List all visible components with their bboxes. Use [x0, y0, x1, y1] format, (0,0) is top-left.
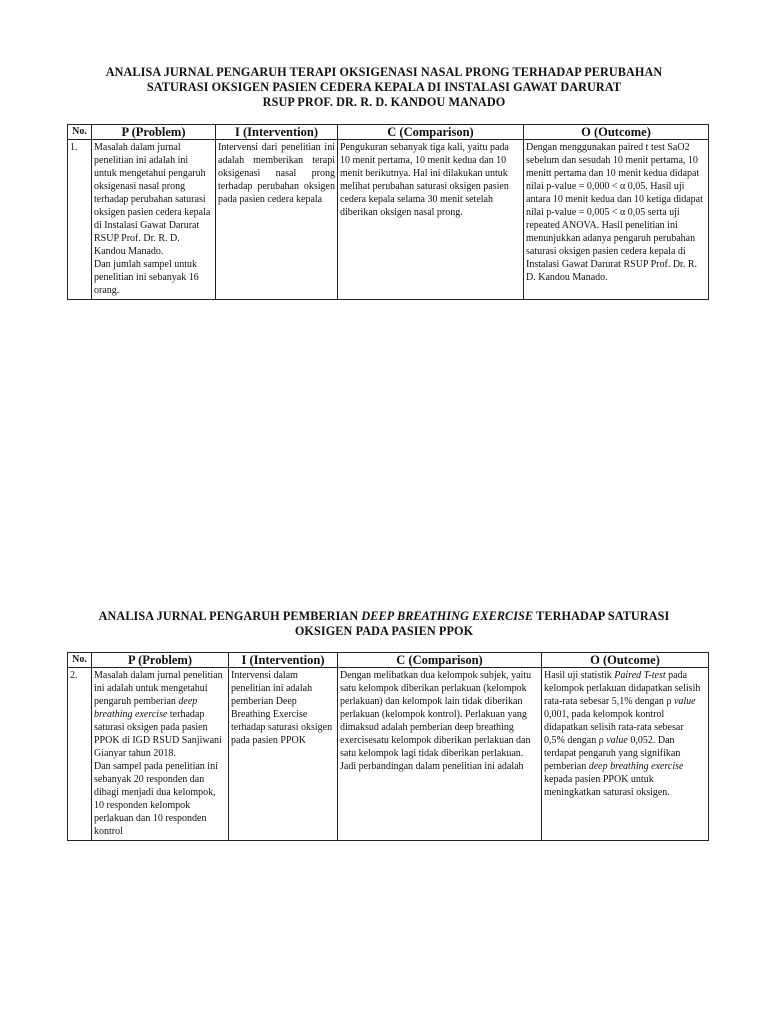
section2-title-part1: ANALISA JURNAL PENGARUH PEMBERIAN — [98, 609, 362, 623]
cell-outcome-d: 0,052. Dan terdapat pengaruh yang signifikan pemberian — [544, 735, 681, 772]
table-row — [68, 668, 709, 841]
section2-title — [60, 609, 708, 639]
section2-title-part2: TERHADAP SATURASI — [533, 609, 670, 623]
cell-outcome — [542, 668, 709, 841]
cell-outcome — [524, 140, 709, 300]
section1-title — [60, 65, 708, 110]
header-no: No. — [68, 653, 92, 668]
cell-outcome-b: pada kelompok perlakuan didapatkan selisih rata-rata sebesar 5,1% dengan ρ — [544, 670, 701, 707]
table-row — [68, 140, 709, 300]
cell-outcome-italic-1: Paired T-test — [614, 670, 666, 681]
header-intervention: I (Intervention) — [216, 125, 338, 140]
section2-title-line-2: OKSIGEN PADA PASIEN PPOK — [294, 624, 474, 638]
cell-problem-text — [94, 669, 226, 760]
header-outcome: O (Outcome) — [524, 125, 709, 140]
header-outcome: O (Outcome) — [542, 653, 709, 668]
cell-outcome-location: D. Kandou Manado. — [526, 272, 608, 283]
header-problem: P (Problem) — [92, 653, 229, 668]
cell-no: 1. — [68, 140, 92, 300]
cell-problem-italic: deep breathing exercise — [94, 696, 198, 720]
cell-outcome-italic-4: deep breathing exercise — [588, 761, 684, 772]
cell-comparison: Dengan melibatkan dua kelompok subjek, yaitu satu kelompok diberikan perlakuan (kelompok perlakuan) dan kelompok lain tidak diberikan perlakuan (kelompok kontrol). Perlakuan yang dimaksud adalah pemberian deep breathing exercisesatu kelompok diberikan perlakuan dan satu kelompok lagi tidak diberikan perlakuan. Jadi perbandingan dalam penelitian ini adalah — [338, 668, 542, 841]
section1-table — [67, 124, 709, 300]
header-intervention: I (Intervention) — [229, 653, 338, 668]
cell-intervention: Intervensi dari penelitian ini adalah memberikan terapi oksigenasi nasal prong terhadap perubahan oksigen pada pasien cedera kepala — [216, 140, 338, 300]
cell-problem-text-a: Masalah dalam jurnal penelitian ini adalah untuk mengetahui pengaruh pemberian — [94, 670, 223, 707]
cell-outcome-a: Hasil uji statistik — [544, 670, 615, 681]
section1-title-line-1: ANALISA JURNAL PENGARUH TERAPI OKSIGENASI NASAL PRONG TERHADAP PERUBAHAN — [105, 65, 663, 79]
cell-outcome-text: Dengan menggunakan paired t test SaO2 sebelum dan sesudah 10 menit pertama, 10 menitt pertama dan 10 menit kedua didapat nilai p-value = 0,000 < α 0,05. Hasil uji antara 10 menit kedua dan 10 ketiga didapat nilai p-value = 0,005 < α 0,05 serta uji repeated ANOVA. Hasil penelitian ini menunjukkan adanya pengaruh perubahan saturasi oksigen pasien cedera kepala di Instalasi Gawat Darurat RSUP Prof. Dr. R. — [526, 142, 703, 270]
cell-outcome-e: kepada pasien PPOK untuk meningkatkan saturasi oksigen. — [544, 774, 670, 798]
cell-problem-text-b: terhadap saturasi oksigen pada pasien PPOK di IGD RSUD Sanjiwani Gianyar tahun 2018. — [94, 709, 222, 759]
cell-problem — [92, 140, 216, 300]
header-problem: P (Problem) — [92, 125, 216, 140]
cell-no: 2. — [68, 668, 92, 841]
section1-header-row — [68, 125, 709, 140]
cell-comparison: Pengukuran sebanyak tiga kali, yaitu pada 10 menit pertama, 10 menit kedua dan 10 menit berikutnya. Hal ini dilakukan untuk melihat perubahan saturasi oksigen pasien cedera kepala selama 30 menit setelah diberikan oksigen nasal prong. — [338, 140, 524, 300]
cell-outcome-c: 0,001, pada kelompok kontrol didapatkan selisih rata-rata sebesar 0,5% dengan ρ — [544, 709, 684, 746]
section2-title-italic: DEEP BREATHING EXERCISE — [361, 609, 534, 623]
section1-title-line-3: RSUP PROF. DR. R. D. KANDOU MANADO — [262, 95, 506, 109]
header-comparison: C (Comparison) — [338, 653, 542, 668]
section2-title-line-1 — [60, 609, 708, 624]
header-no: No. — [68, 125, 92, 140]
cell-outcome-italic-2: value — [673, 696, 696, 707]
section2-header-row — [68, 653, 709, 668]
section2-table — [67, 652, 709, 841]
header-comparison: C (Comparison) — [338, 125, 524, 140]
cell-problem-sample: Dan jumlah sampel untuk penelitian ini sebanyak 16 orang. — [94, 259, 199, 296]
cell-intervention: Intervensi dalam penelitian ini adalah pemberian Deep Breathing Exercise terhadap saturasi oksigen pada pasien PPOK — [229, 668, 338, 841]
cell-outcome-italic-3: value — [606, 735, 628, 746]
cell-problem — [92, 668, 229, 841]
section1-title-line-2: SATURASI OKSIGEN PASIEN CEDERA KEPALA DI INSTALASI GAWAT DARURAT — [146, 80, 622, 94]
cell-problem-text: Masalah dalam jurnal penelitian ini adalah ini untuk mengetahui pengaruh oksigenasi nasal prong terhadap perubahan saturasi oksigen pasien cedera kepala di Instalasi Gawat Darurat RSUP Prof. Dr. R. D. Kandou Manado. — [94, 142, 211, 257]
cell-problem-sample: Dan sampel pada penelitian ini sebanyak 20 responden dan dibagi menjadi dua kelompok, 10 responden kelompok perlakuan dan 10 responden kontrol — [94, 761, 218, 837]
